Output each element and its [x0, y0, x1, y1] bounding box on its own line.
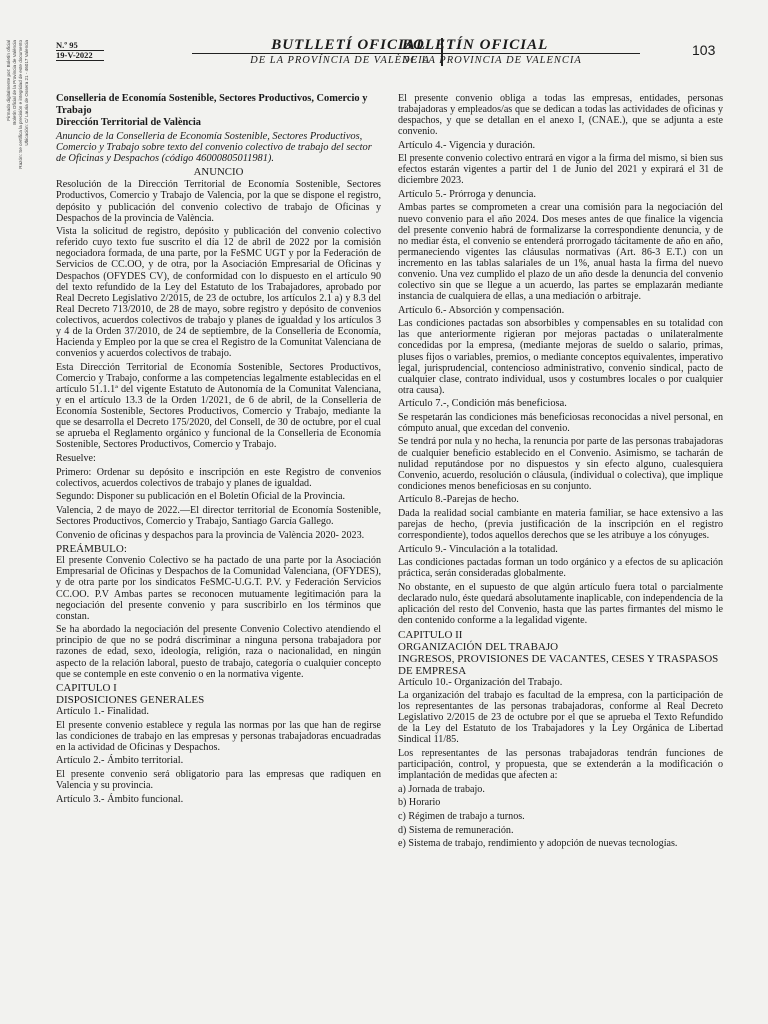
announcement-heading: ANUNCIO — [193, 166, 244, 179]
article-heading: Artículo 7.-, Condición más beneficiosa. — [398, 398, 567, 410]
paragraph: Dada la realidad social cambiante en materia familiar, se hace extensivo a las parejas de hecho, (previa justificación de la inscripción en el registro correspondiente), todos aquellos derechos que se les atribuye a los cónyuges. — [398, 507, 723, 542]
paragraph: No obstante, en el supuesto de que algún artículo fuera total o parcialmente declarado nulo, éste quedará absolutamente inaplicable, con independencia de la aplicación del resto del Convenio, hasta que las partes firmantes del mismo le den contenido conforme a la legalidad vigente. — [398, 581, 723, 626]
list-item: d) Sistema de remuneración. — [398, 824, 514, 836]
chapter-subtitle: INGRESOS, PROVISIONES DE VACANTES, CESES Y TRASPASOS DE EMPRESA — [398, 652, 719, 677]
paragraph: Convenio de oficinas y despachos para la provincia de València 2020- 2023. — [56, 529, 365, 541]
signature-line: Firmado digitalmente por: Boletín oficial — [6, 40, 11, 121]
bulletin-title-spanish: BOLETÍN OFICIAL — [402, 37, 549, 53]
paragraph: Los representantes de las personas trabajadoras tendrán funciones de participación, control, y propuesta, que se extenderán a la modificación o implantación de medidas que afecten a: — [398, 747, 723, 782]
department-name: Dirección Territorial de València — [56, 116, 201, 128]
issue-date: 19-V-2022 — [56, 51, 104, 61]
paragraph: Ambas partes se comprometen a crear una comisión para la negociación del nuevo convenio para el año 2024. Dos meses antes de que finalice la vigencia del presente convenio habrá de formalizarse la correspondiente denuncia, y de no mediar ésta, el convenio se entenderá prorrogado tácitamente de año en año, permaneciendo vigentes las cláusulas normativas (Art. 86-3 E.T.) con un incremento en las tablas salariales de un 1%, anual hasta la firma del nuevo convenio. Una vez cumplido el plazo de un año desde la denuncia del convenio colectivo sin que se llegue a un acuerdo, las partes se emplazarán mediante instancia de cualquiera de ellas, a una mediación o arbitraje. — [398, 202, 723, 303]
article-heading: Artículo 6.- Absorción y compensación. — [398, 304, 565, 316]
paragraph: Primero: Ordenar su depósito e inscripción en este Registro de convenios colectivos, acuerdos colectivos de trabajo y planes de igualdad. — [56, 466, 381, 489]
paragraph: Se tendrá por nula y no hecha, la renuncia por parte de las personas trabajadoras de cualquier beneficio establecido en el Convenio. Asimismo, se tacharán de nulidad reputándose por no dispuestos y sin efecto alguno, cualesquiera Convenio, acuerdo, resolución o cláusula, (individual o colectiva), que implique condiciones menos beneficiosas en su conjunto. — [398, 436, 723, 492]
article-heading: Artículo 1.- Finalidad. — [56, 706, 149, 718]
bulletin-subtitle-spanish: DE LA PROVINCIA DE VALENCIA — [400, 53, 640, 67]
paragraph: Resolución de la Dirección Territorial de Economía Sostenible, Sectores Productivos, Comercio y Trabajo de Valencia, por la que se dispone el registro, depósito y publicación del convenio colectivo de trabajo de Oficinas y Despachos de la provincia de València. — [56, 179, 381, 224]
left-column — [56, 93, 381, 807]
paragraph: El presente convenio establece y regula las normas por las que han de regirse las condiciones de trabajo en las empresas y personas trabajadoras encuadradas en la actividad de Oficinas y Despachos. — [56, 719, 381, 753]
paragraph: El presente convenio colectivo entrará en vigor a la firma del mismo, si bien sus efectos estarán vigentes a partir del 1 de Junio del 2021 y expirará el 31 de diciembre 2023. — [398, 153, 723, 187]
signature-line: Boletín Oficial de la Provincia de València — [12, 40, 17, 125]
list-item: c) Régimen de trabajo a turnos. — [398, 810, 525, 822]
chapter-title: DISPOSICIONES GENERALES — [56, 694, 205, 707]
article-heading: Artículo 4.- Vigencia y duración. — [398, 139, 536, 151]
digital-signature-note — [6, 40, 50, 190]
list-item: b) Horario — [398, 797, 441, 809]
paragraph: El presente convenio será obligatorio para las empresas que radiquen en Valencia y su provincia. — [56, 768, 381, 791]
header-valencian — [192, 38, 432, 67]
chapter-heading: CAPITULO I — [56, 682, 117, 695]
bulletin-title-valencian: BUTLLETÍ OFICIAL — [271, 37, 426, 53]
chapter-title: ORGANIZACIÓN DEL TRABAJO — [398, 640, 559, 653]
paragraph: Se ha abordado la negociación del presente Convenio Colectivo atendiendo el principio de que no se podrá discriminar a ninguna persona trabajadora por razones de edad, sexo, ideología, religión, raza o nacionalidad, en ningún aspecto de la relación laboral, puesto de trabajo, categoría o cualquier concepto que se contemple en este convenio o en la normativa vigente. — [56, 624, 381, 680]
signature-line: Ubicación: C/ Lauria de Ossera 21 - 46017 Valencia — [24, 40, 29, 146]
article-heading: Artículo 5.- Prórroga y denuncia. — [398, 189, 536, 201]
article-heading: Artículo 8.-Parejas de hecho. — [398, 494, 519, 506]
list-item: a) Jornada de trabajo. — [398, 783, 485, 795]
bulletin-header — [56, 38, 716, 68]
paragraph: Vista la solicitud de registro, depósito y publicación del convenio colectivo referido cuyo texto fue suscrito el día 12 de abril de 2022 por la comisión negociadora formada, de una parte, por la FeSMC UGT y por la Federación de Servicios de CC.OO, y de otra, por la Asociación Empresarial de Oficinas y Despachos (OFYDES CV), de conformidad con lo dispuesto en el artículo 90 del texto refundido de la Ley del Estatuto de los Trabajadores, aprobado por Real Decreto Legislativo 2/2015, de 23 de octubre, los artículos 2.1 a) y 8.3 del Real Decreto 713/2010, de 28 de mayo, sobre registro y depósito de convenios colectivos, acuerdos colectivos de trabajo y planes de igualdad y los artículos 3 y 4 de la Orden 37/2010, de 24 de septiembre, de la Conselleria de Economía, Hacienda y Empleo por la que se crea el Registro de la Comunitat Valenciana de convenios y acuerdos colectivos de trabajo. — [56, 226, 381, 360]
header-spanish — [400, 38, 640, 67]
page-number: 103 — [692, 42, 716, 58]
paragraph: Las condiciones pactadas forman un todo orgánico y a efectos de su aplicación práctica, serán consideradas globalmente. — [398, 557, 723, 580]
right-column — [398, 93, 723, 852]
issue-info — [56, 41, 104, 61]
article-heading: Artículo 3.- Ámbito funcional. — [56, 793, 184, 805]
paragraph: Se respetarán las condiciones más beneficiosas reconocidas a nivel personal, en cómputo anual, que excedan del convenio. — [398, 411, 723, 434]
article-heading: Artículo 9.- Vinculación a la totalidad. — [398, 543, 558, 555]
section-heading: PREÁMBULO: — [56, 543, 127, 556]
signature-line: Razón: Se certifica la precisión e integridad de este documento — [18, 40, 23, 169]
paragraph: El presente convenio obliga a todas las empresas, entidades, personas trabajadoras y empleados/as que se dedican a todas las actividades de oficinas y despachos, y que se detallan en el anexo I, (CNAE.), que se adjunta a este convenio. — [398, 93, 723, 138]
article-heading: Artículo 2.- Ámbito territorial. — [56, 755, 184, 767]
paragraph: El presente Convenio Colectivo se ha pactado de una parte por la Asociación Empresarial de Oficinas y Despachos de la Comunidad Valenciana, (OFYDES), y de otra parte por los sindicatos FeSMC-U.G.T. P.V. y Federación Servicios CC.OO. P.V Ambas partes se reconocen mutuamente legitimación para la negociación del presente convenio y para suscribirlo en los términos que constan. — [56, 555, 381, 622]
issue-number: N.º 95 — [56, 41, 104, 51]
paragraph: Esta Dirección Territorial de Economía Sostenible, Sectores Productivos, Comercio y Trabajo, conforme a las competencias legalmente establecidas en el artículo 51.1.1ª del vigente Estatuto de Autonomía de la Comunitat Valenciana, y en el artículo 13.3 de la Orden 1/2021, de 6 de abril, de la Conselleria de Economía Sostenible, Sectores Productivos, Comercio y Trabajo, mediante la que se desarrolla el Decreto 175/2020, del Consell, de 30 de octubre, por el cual se aprueba el Reglamento orgánico y funcional de la Conselleria de Economía Sostenible, Sectores Productivos, Comercio y Trabajo. — [56, 361, 381, 451]
paragraph: Segundo: Disponer su publicación en el Boletín Oficial de la Provincia. — [56, 491, 346, 503]
list-item: e) Sistema de trabajo, rendimiento y adopción de nuevas tecnologías. — [398, 838, 678, 850]
article-heading: Artículo 10.- Organización del Trabajo. — [398, 676, 563, 688]
announcement-summary: Anuncio de la Conselleria de Economía Sostenible, Sectores Productivos, Comercio y Trabajo sobre texto del convenio colectivo de trabajo del sector de Oficinas y Despachos (código 46000805011981). — [56, 130, 372, 165]
paragraph: La organización del trabajo es facultad de la empresa, con la participación de los representantes de las personas trabajadoras, conforme al Real Decreto Legislativo 2/2015 de 23 de octubre por el que se aprueba el Texto Refundido de la Ley del Estatuto de los Trabajadores y la Ley Orgánica de Libertad Sindical 11/85. — [398, 690, 723, 746]
paragraph: Las condiciones pactadas son absorbibles y compensables en su totalidad con las que anteriormente rigieran por mejoras pactadas o unilateralmente concedidas por la empresa, (mediante mejoras de sueldo o salario, primas, pluses fijos o variables, premios, o mediante conceptos equivalentes, imperativo legal, jurisprudencial, contencioso administrativo, convenio sindical, pacto de cualquier clase, contrato individual, usos y costumbres locales o por cualquier otra causa). — [398, 318, 723, 396]
paragraph: Resuelve: — [56, 453, 96, 465]
bulletin-subtitle-valencian: DE LA PROVÍNCIA DE VALÈNCIA — [192, 53, 432, 67]
organization-name: Conselleria de Economía Sostenible, Sectores Productivos, Comercio y Trabajo — [56, 93, 368, 116]
chapter-heading: CAPITULO II — [398, 628, 463, 641]
signature-paragraph: Valencia, 2 de mayo de 2022.—El director territorial de Economía Sostenible, Sectores Productivos, Comercio y Trabajo, Santiago García Gallego. — [56, 504, 381, 528]
